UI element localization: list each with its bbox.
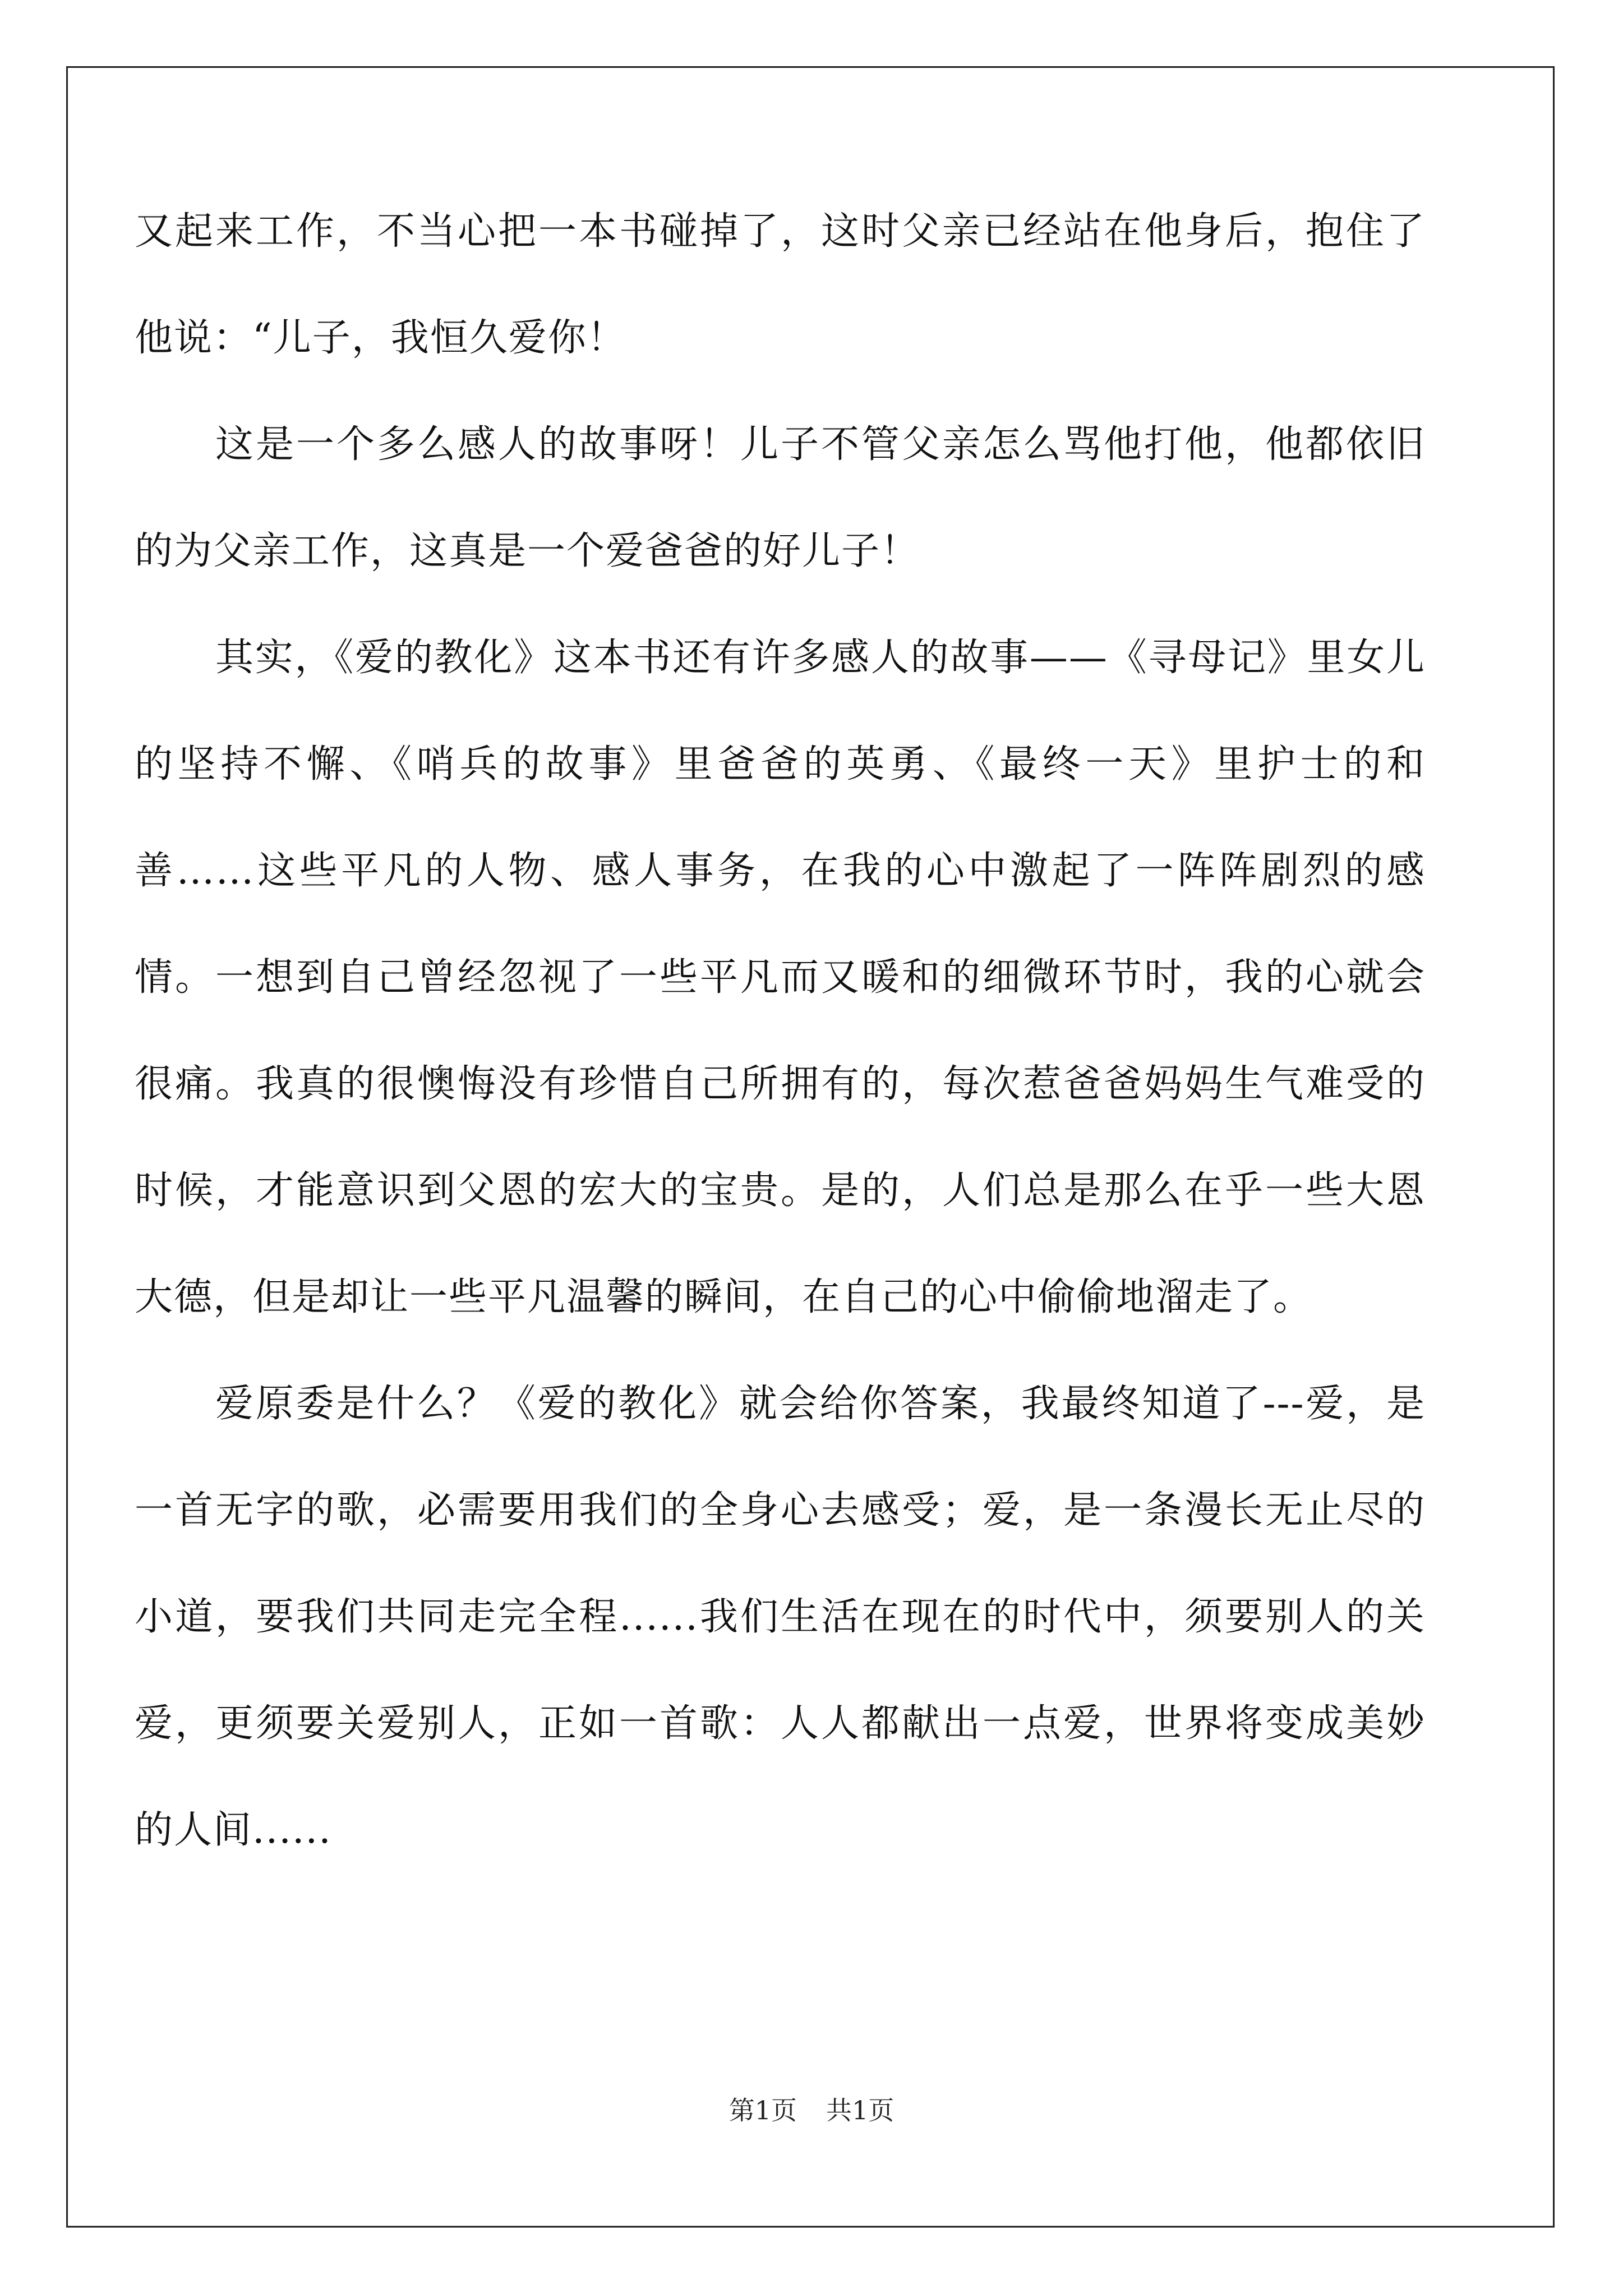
page-footer bbox=[0, 2093, 1623, 2127]
paragraph-2: 这是一个多么感人的故事呀！儿子不管父亲怎么骂他打他，他都依旧的为父亲工作，这真是一个爱爸爸的好儿子！ bbox=[135, 422, 1426, 573]
paragraph-1: 又起来工作，不当心把一本书碰掉了，这时父亲已经站在他身后，抱住了他说：“儿子，我恒久爱你！ bbox=[135, 209, 1426, 360]
paragraph-3: 其实，《爱的教化》这本书还有许多感人的故事——《寻母记》里女儿的坚持不懈、《哨兵的故事》里爸爸的英勇、《最终一天》里护士的和善……这些平凡的人物、感人事务，在我的心中激起了一阵阵剧烈的感情。一想到自己曾经忽视了一些平凡而又暖和的细微环节时，我的心就会很痛。我真的很懊悔没有珍惜自己所拥有的，每次惹爸爸妈妈生气难受的时候，才能意识到父恩的宏大的宝贵。是的，人们总是那么在乎一些大恩大德，但是却让一些平凡温馨的瞬间，在自己的心中偷偷地溜走了。 bbox=[135, 636, 1426, 1319]
page-total: 共1页 bbox=[826, 2095, 895, 2125]
document-body bbox=[135, 178, 1426, 1884]
page-number: 第1页 bbox=[728, 2095, 797, 2125]
paragraph-4: 爱原委是什么？《爱的教化》就会给你答案，我最终知道了---爱，是一首无字的歌，必需要用我们的全身心去感受；爱，是一条漫长无止尽的小道，要我们共同走完全程......我们生活在现在的时代中，须要别人的关爱，更须要关爱别人，正如一首歌：人人都献出一点爱，世界将变成美妙的人间...... bbox=[135, 1382, 1426, 1852]
